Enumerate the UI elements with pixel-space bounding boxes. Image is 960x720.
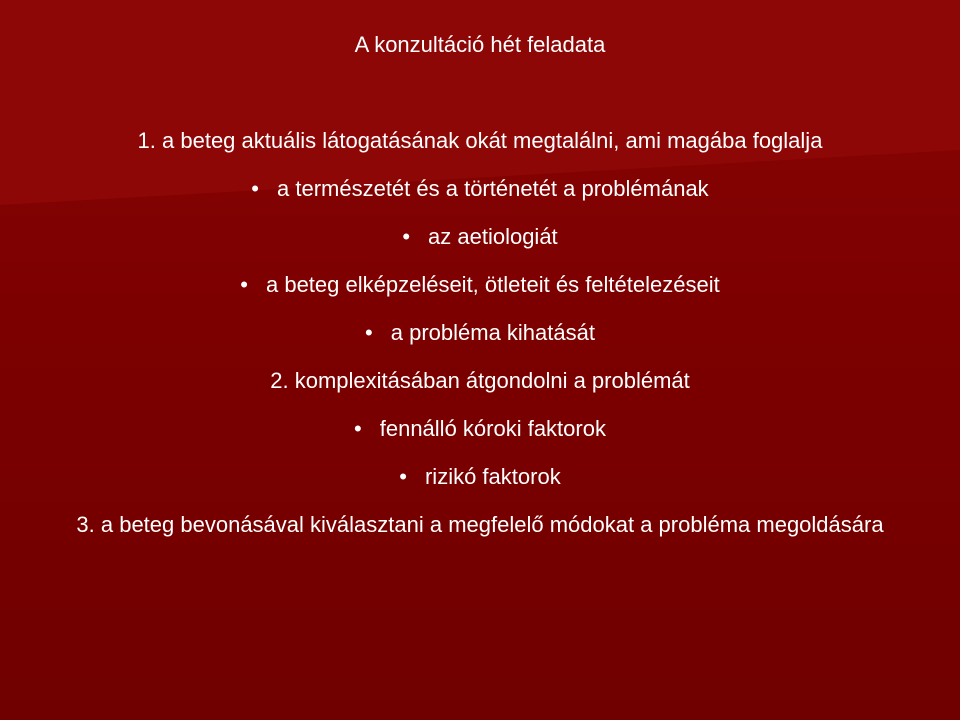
bullet-item-patient-ideas [40,271,920,298]
bullet-text: a beteg elképzeléseit, ötleteit és feltételezéseit [265,272,720,297]
task-3-line: 3. a beteg bevonásával kiválasztani a megfelelő módokat a probléma megoldására [76,512,884,537]
bullet-icon: • [399,464,407,489]
bullet-text: a természetét és a történetét a problémának [277,176,709,201]
bullet-text: rizikó faktorok [424,464,561,489]
bullet-icon: • [354,416,362,441]
task-1-line: 1. a beteg aktuális látogatásának okát megtalálni, ami magába foglalja [137,128,823,153]
slide-title: A konzultáció hét feladata [354,32,606,57]
bullet-icon: • [251,176,259,201]
bullet-item-problem-impact [40,319,920,346]
bullet-item-nature-history [40,175,920,202]
bullet-icon: • [402,224,411,249]
bullet-text: a probléma kihatását [390,320,595,345]
bullet-item-causal-factors [40,415,920,442]
bullet-text: fennálló kóroki faktorok [379,416,606,441]
task-2-line: 2. komplexitásában átgondolni a problémát [270,368,690,393]
bullet-item-risk-factors [40,463,920,490]
bullet-item-aetiology [40,223,920,250]
bullet-text: az aetiologiát [428,224,558,249]
bullet-icon: • [240,272,248,297]
bullet-icon: • [365,320,373,345]
